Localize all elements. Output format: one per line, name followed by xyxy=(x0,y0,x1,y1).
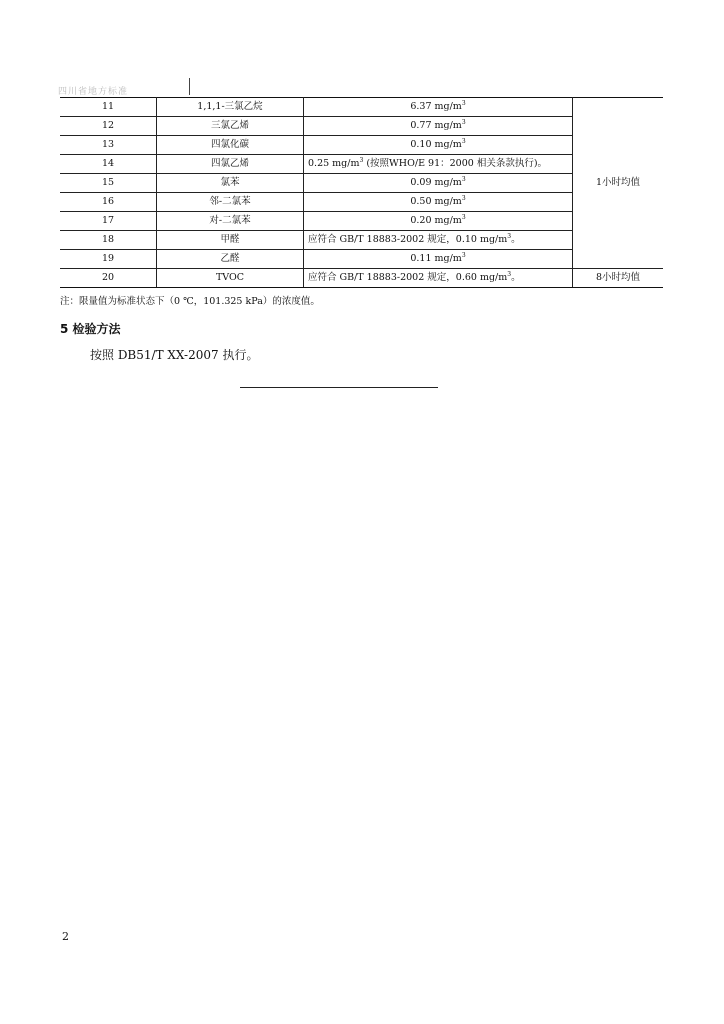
row-number: 18 xyxy=(60,231,157,250)
limit-value: 0.20 $mg/m^3$ xyxy=(304,212,573,231)
header-divider xyxy=(189,78,190,95)
limit-value: 应符合 GB/T 18883-2002 规定，0.60 $mg/m^3$。 xyxy=(304,269,573,288)
averaging-time-hourly: 1小时均值 xyxy=(573,98,664,269)
row-number: 19 xyxy=(60,250,157,269)
limit-value: 6.37 $mg/m^3$ xyxy=(304,98,573,117)
substance-name: 1,1,1-三氯乙烷 xyxy=(157,98,304,117)
substance-name: 甲醛 xyxy=(157,231,304,250)
row-number: 17 xyxy=(60,212,157,231)
row-number: 11 xyxy=(60,98,157,117)
table-note: 注：限量值为标准状态下（0 ℃，101.325 kPa）的浓度值。 xyxy=(60,296,320,307)
limits-table xyxy=(60,97,663,288)
limit-value: 0.25 $mg/m^3$ (按照WHO/E 91：2000 相关条款执行)。 xyxy=(304,155,573,174)
substance-name: 三氯乙烯 xyxy=(157,117,304,136)
limit-value: 0.10 $mg/m^3$ xyxy=(304,136,573,155)
row-number: 13 xyxy=(60,136,157,155)
averaging-time-8h: 8小时均值 xyxy=(573,269,664,288)
header-stamp: 四川省地方标准 xyxy=(58,87,129,97)
row-number: 20 xyxy=(60,269,157,288)
limit-value: 0.77 $mg/m^3$ xyxy=(304,117,573,136)
table-row xyxy=(60,269,663,288)
row-number: 15 xyxy=(60,174,157,193)
page-number: 2 xyxy=(62,930,69,943)
substance-name: TVOC xyxy=(157,269,304,288)
substance-name: 四氯化碳 xyxy=(157,136,304,155)
section-body: 按照 DB51/T XX-2007 执行。 xyxy=(90,348,259,362)
substance-name: 乙醛 xyxy=(157,250,304,269)
substance-name: 四氯乙烯 xyxy=(157,155,304,174)
limit-value: 应符合 GB/T 18883-2002 规定，0.10 $mg/m^3$。 xyxy=(304,231,573,250)
section-heading: 5 检验方法 xyxy=(60,322,121,336)
row-number: 16 xyxy=(60,193,157,212)
table-row xyxy=(60,98,663,117)
limit-value: 0.50 $mg/m^3$ xyxy=(304,193,573,212)
end-of-document-line xyxy=(240,387,438,388)
row-number: 14 xyxy=(60,155,157,174)
substance-name: 对-二氯苯 xyxy=(157,212,304,231)
substance-name: 氯苯 xyxy=(157,174,304,193)
limit-value: 0.09 $mg/m^3$ xyxy=(304,174,573,193)
row-number: 12 xyxy=(60,117,157,136)
limit-value: 0.11 $mg/m^3$ xyxy=(304,250,573,269)
substance-name: 邻-二氯苯 xyxy=(157,193,304,212)
